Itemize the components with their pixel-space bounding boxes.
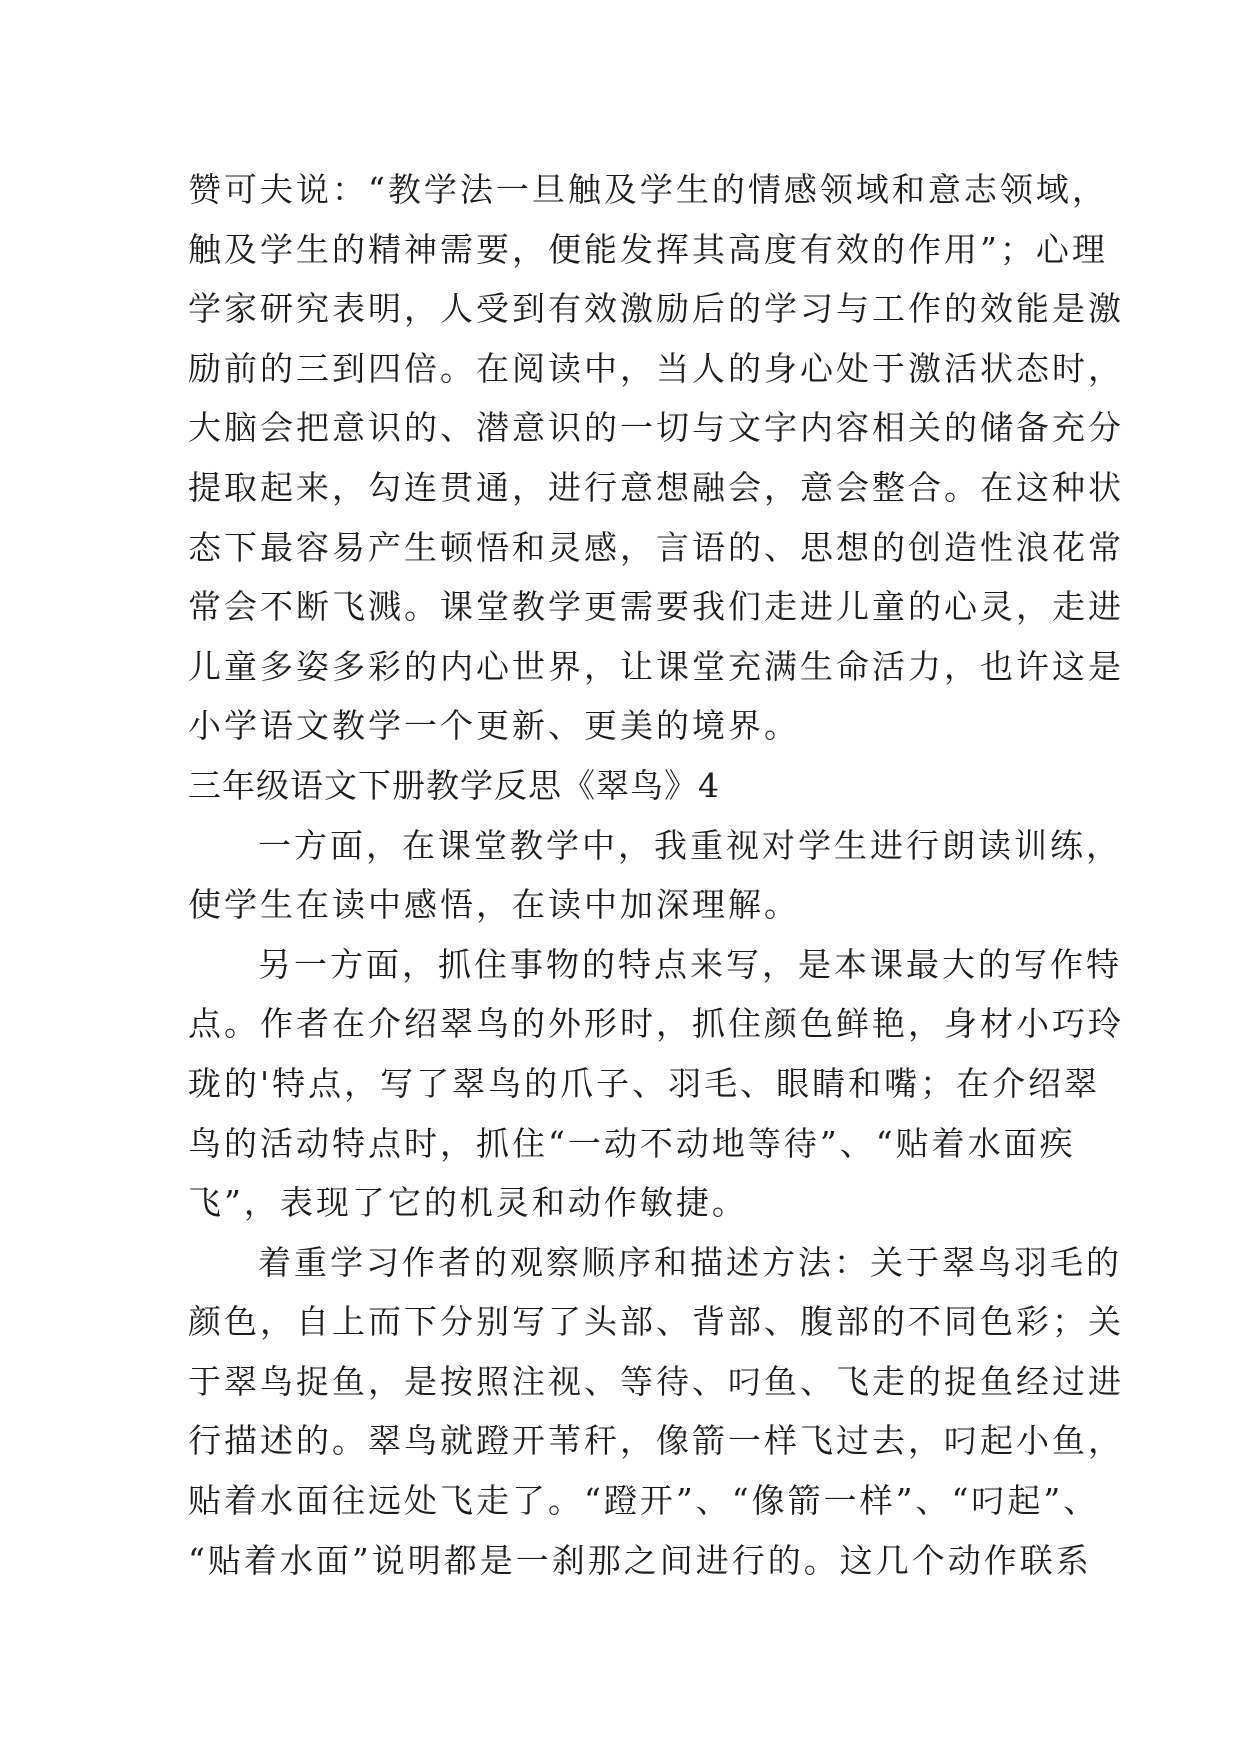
text-line: 学家研究表明，人受到有效激励后的学习与工作的效能是激 — [188, 289, 1124, 329]
text-line: 于翠鸟捉鱼，是按照注视、等待、叼鱼、飞走的捉鱼经过进 — [188, 1361, 1124, 1401]
text-line: 触及学生的精神需要，便能发挥其高度有效的作用”；心理 — [188, 229, 1108, 269]
text-line: 赞可夫说：“教学法一旦触及学生的情感领域和意志领域， — [188, 170, 1108, 209]
text-line: 飞”，表现了它的机灵和动作敏捷。 — [188, 1183, 748, 1223]
text-line: 态下最容易产生顿悟和灵感，言语的、思想的创造性浪花常 — [188, 527, 1124, 567]
document-body — [188, 160, 1124, 1590]
text-line: 贴着水面往远处飞走了。“蹬开”、“像箭一样”、“叼起”、 — [188, 1481, 1100, 1521]
text-line: 点。作者在介绍翠鸟的外形时，抓住颜色鲜艳，身材小巧玲 — [188, 1004, 1124, 1044]
text-line: 常会不断飞溅。课堂教学更需要我们走进儿童的心灵，走进 — [188, 587, 1124, 627]
text-line: 行描述的。翠鸟就蹬开苇秆，像箭一样飞过去，叼起小鱼， — [188, 1421, 1124, 1461]
text-line: 小学语文教学一个更新、更美的境界。 — [188, 706, 800, 746]
text-line: 鸟的活动特点时，抓住“一动不动地等待”、“贴着水面疾 — [188, 1123, 1076, 1163]
text-line: 着重学习作者的观察顺序和描述方法：关于翠鸟羽毛的 — [258, 1242, 1122, 1282]
section-heading: 三年级语文下册教学反思《翠鸟》4 — [188, 765, 720, 805]
text-line: 提取起来，勾连贯通，进行意想融会，意会整合。在这种状 — [188, 467, 1124, 507]
text-line: 大脑会把意识的、潜意识的一切与文字内容相关的储备充分 — [188, 408, 1124, 448]
text-line: 励前的三到四倍。在阅读中，当人的身心处于激活状态时， — [188, 348, 1124, 388]
text-line: 使学生在读中感悟，在读中加深理解。 — [188, 885, 800, 925]
text-line: “贴着水面”说明都是一刹那之间进行的。这几个动作联系 — [188, 1540, 1092, 1580]
text-line: 珑的'特点，写了翠鸟的爪子、羽毛、眼睛和嘴；在介绍翠 — [188, 1063, 1101, 1103]
text-line: 儿童多姿多彩的内心世界，让课堂充满生命活力，也许这是 — [188, 646, 1124, 686]
text-line: 一方面，在课堂教学中，我重视对学生进行朗读训练， — [258, 825, 1122, 865]
text-line: 另一方面，抓住事物的特点来写，是本课最大的写作特 — [258, 944, 1122, 984]
text-line: 颜色，自上而下分别写了头部、背部、腹部的不同色彩；关 — [188, 1302, 1124, 1342]
